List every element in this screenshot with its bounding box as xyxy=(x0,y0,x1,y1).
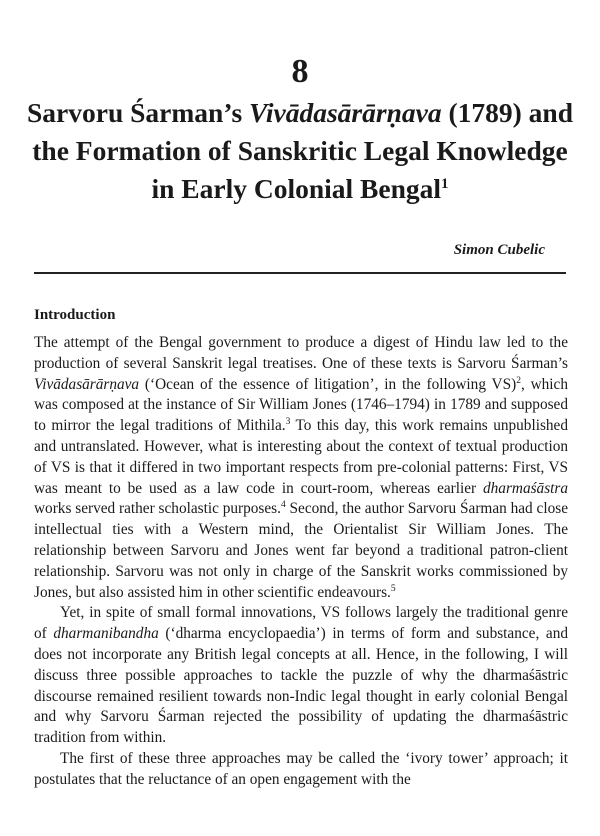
text-run: Second, the author Sarvoru Śarman had close intellectual ties with a Western mind, the Orientalist Sir William Jones. The relationship between Sarvoru and Jones went far beyond a traditional patron-client relationship. Sarvoru was not only in charge of the Sanskrit works commissioned by Jones, but also assisted him in other scientific endeavours. xyxy=(34,500,568,601)
footnote-marker[interactable]: 2 xyxy=(516,375,521,386)
footnote-marker[interactable]: 4 xyxy=(280,500,286,511)
title-divider-rule xyxy=(34,272,566,274)
chapter-number: 8 xyxy=(291,53,309,90)
text-run: The first of these three approaches may be called the ‘ivory tower’ approach; it postulates that the reluctance of an open engagement with the xyxy=(34,749,568,788)
paragraph-3 xyxy=(34,749,568,791)
chapter-title xyxy=(20,94,580,208)
footnote-marker[interactable]: 3 xyxy=(285,417,291,428)
text-run: , which was composed at the instance of Sir William Jones (1746–1794) in 1789 and supposed to mirror the legal traditions of Mithila. xyxy=(34,375,568,435)
section-heading: Introduction xyxy=(34,307,116,323)
footnote-marker[interactable]: 5 xyxy=(390,583,396,594)
title-text-part2: (1789) and the Formation of Sanskritic Legal Knowledge in Early Colonial Bengal xyxy=(32,97,573,204)
text-run: (‘dharma encyclopaedia’) in terms of form and substance, and does not incorporate any British legal concepts at all. Hence, in the following, I will discuss three possible approaches to tackle the puzzle of why the dharmaśāstric discourse remained resilient towards non-Indic legal thought in early colonial Bengal and why Sarvoru Śarman rejected the possibility of updating the dharmaśāstric tradition from within. xyxy=(34,625,568,747)
body-text xyxy=(34,333,568,791)
text-run: To this day, this work remains unpublished and untranslated. However, what is interesting about the context of textual production of VS is that it differed in two important respects from pre-colonial patterns: First, VS was meant to be used as a law code in court-room, whereas earlier xyxy=(34,417,568,497)
italic-term: dharmaśāstra xyxy=(483,479,568,497)
text-run: works served rather scholastic purposes. xyxy=(34,500,281,518)
paragraph-2 xyxy=(34,603,568,749)
author-name: Simon Cubelic xyxy=(453,242,545,258)
title-text-part1: Sarvoru Śarman’s xyxy=(27,97,250,128)
italic-term: Vivādasārārṇava xyxy=(34,375,140,393)
title-italic-work: Vivādasārārṇava xyxy=(249,97,442,128)
italic-term: dharmanibandha xyxy=(53,625,159,643)
text-run: (‘Ocean of the essence of litigation’, in the following VS) xyxy=(139,375,517,393)
title-footnote-marker[interactable]: 1 xyxy=(441,175,449,192)
paragraph-1 xyxy=(34,333,568,603)
text-run: Yet, in spite of small formal innovations, VS follows largely the traditional genre of xyxy=(34,604,568,643)
text-run: The attempt of the Bengal government to produce a digest of Hindu law led to the production of several Sanskrit legal treatises. One of these texts is Sarvoru Śarman’s xyxy=(34,334,568,372)
